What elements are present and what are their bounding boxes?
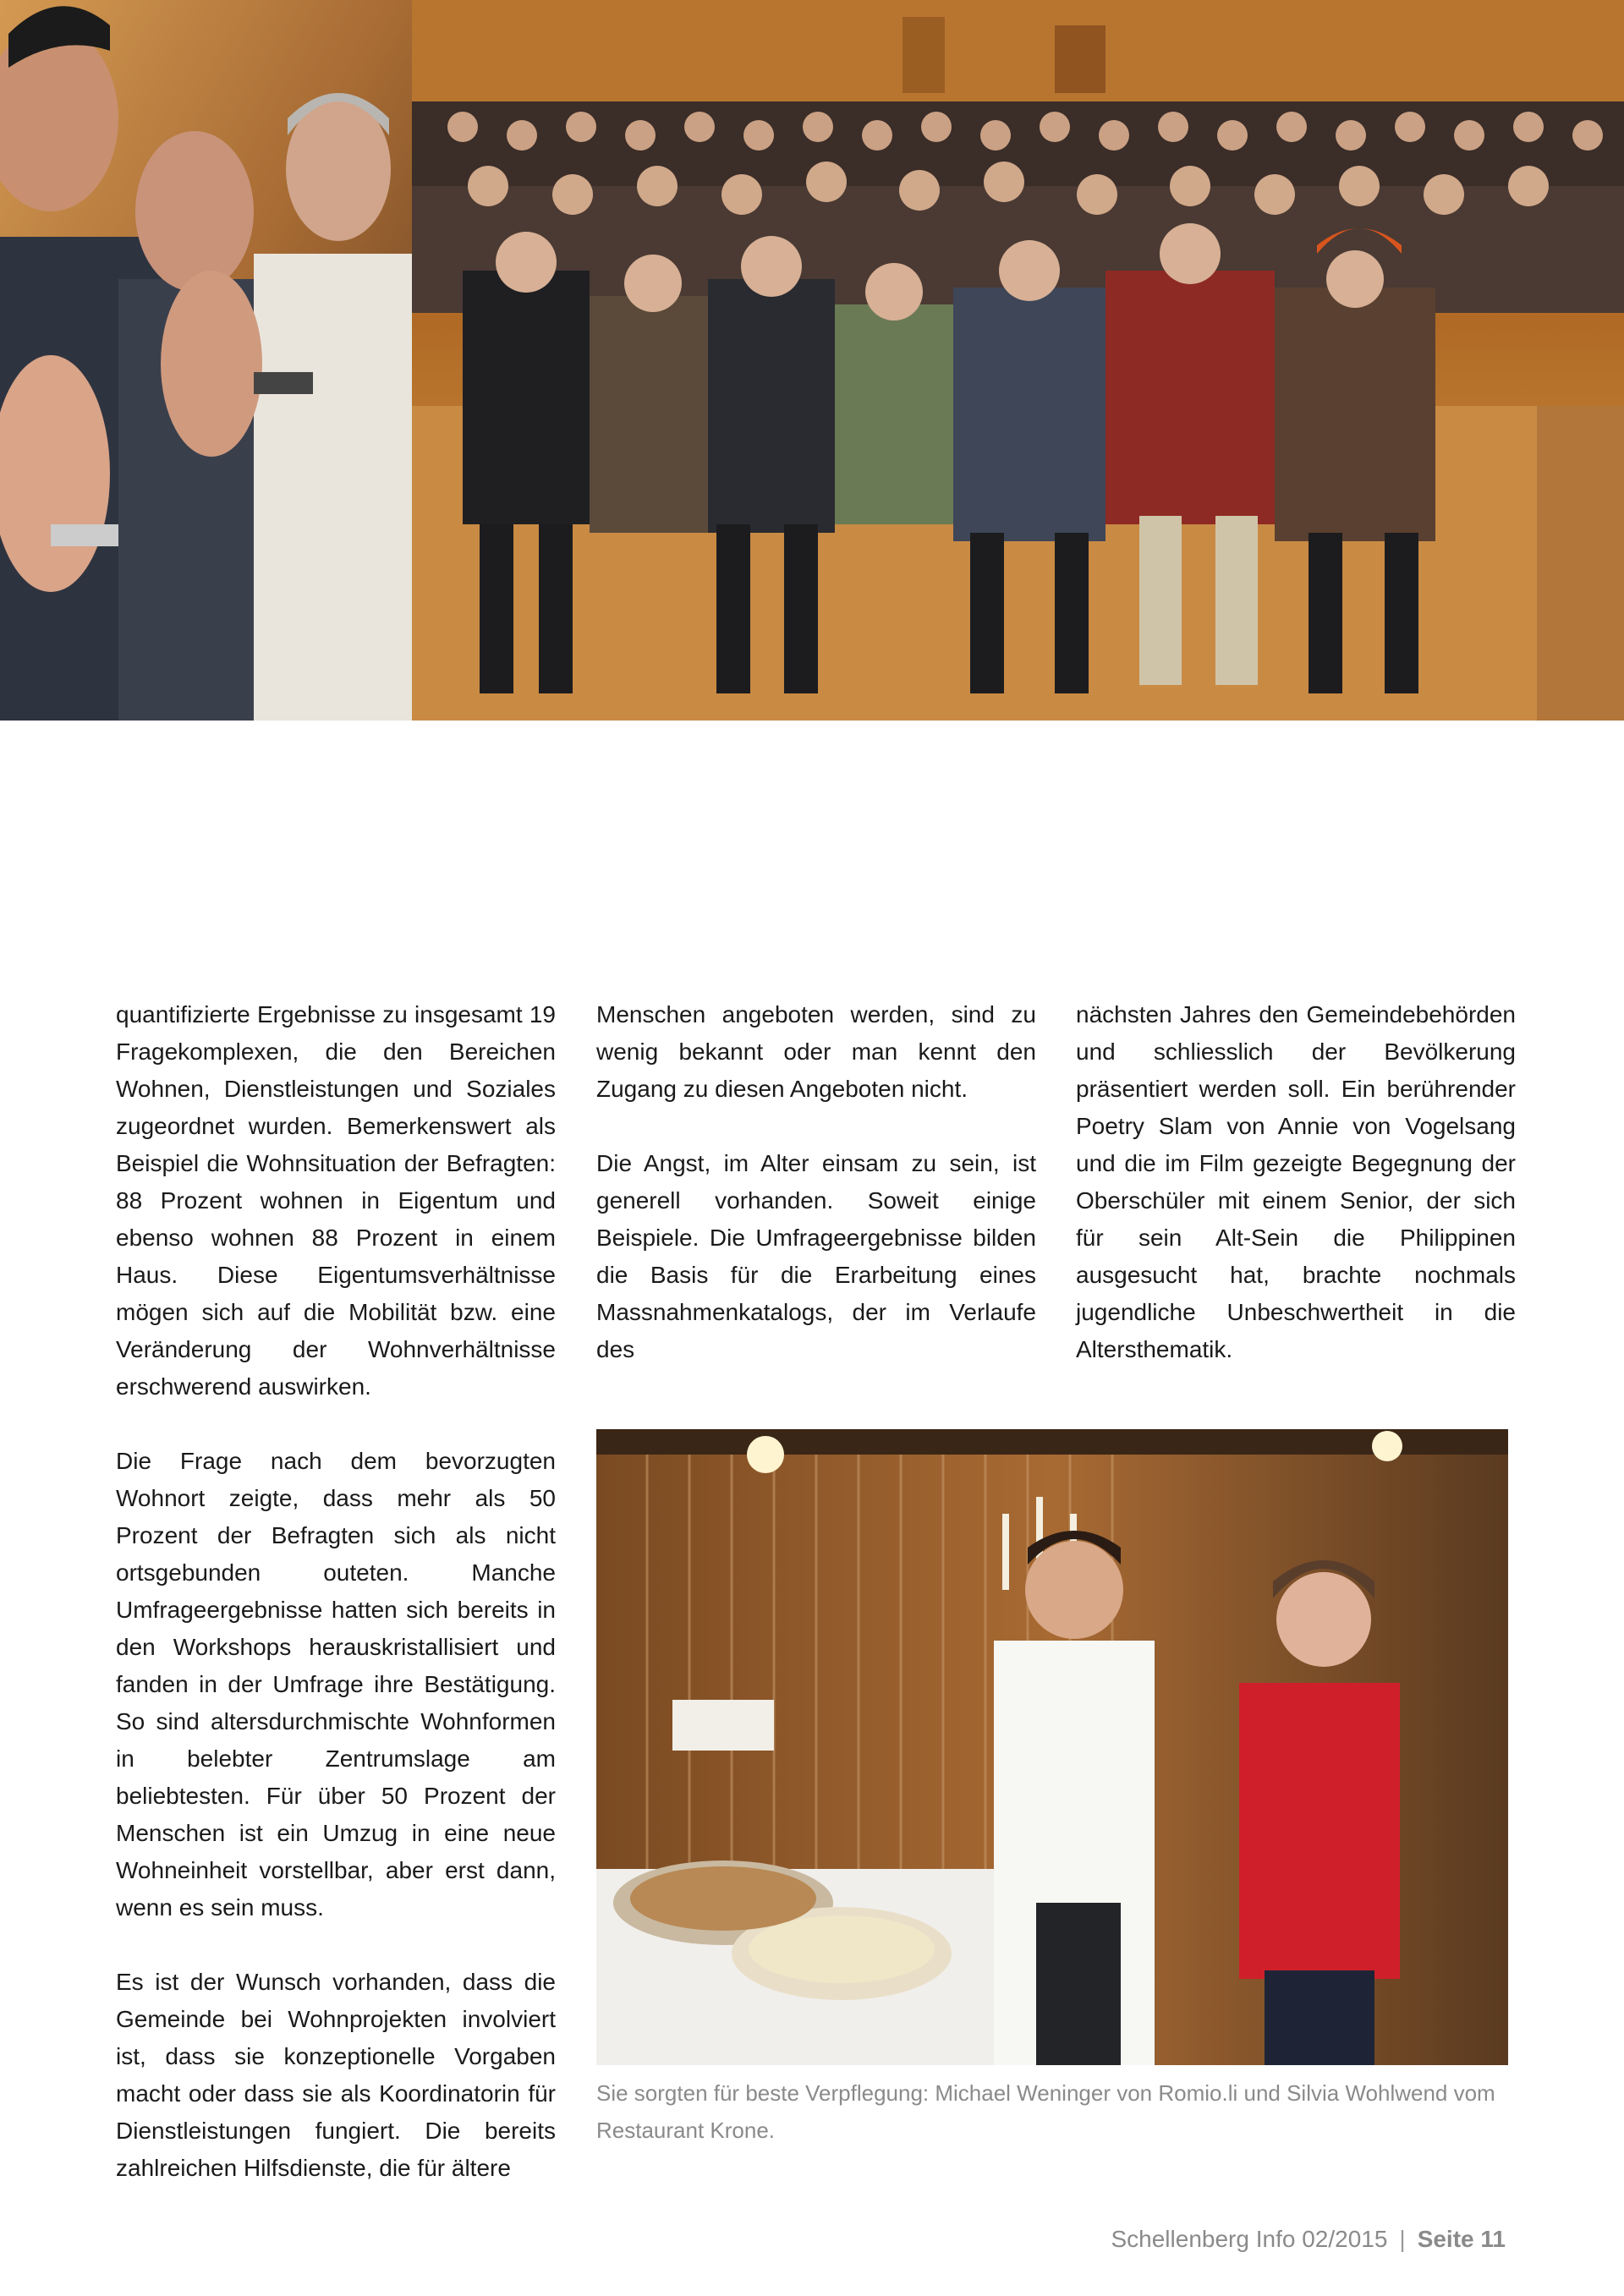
text-column-3 (1076, 996, 1516, 1368)
paragraph: Die Frage nach dem bevorzugten Wohnort zeigte, dass mehr als 50 Prozent der Befragten sich als nicht ortsgebunden outeten. Manche Umfrageergebnisse hatten sich bereits in den Workshops herauskristallisiert und fanden in der Umfrage ihre Bestätigung. So sind altersdurchmischte Wohnformen in belebter Zentrumslage am beliebtesten. Für über 50 Prozent der Menschen ist ein Umzug in eine neue Wohneinheit vorstellbar, aber erst dann, wenn es sein muss. (116, 1448, 556, 1921)
paragraph: Es ist der Wunsch vorhanden, dass die Gemeinde bei Wohnprojekten involviert ist, dass sie konzeptionelle Vorgaben macht oder dass sie als Koordinatorin für Dienstleistungen fungiert. Die bereits zahlreichen Hilfsdienste, die für ältere (116, 1969, 556, 2181)
photo-caption: Sie sorgten für beste Verpflegung: Michael Weninger von Romio.li und Silvia Wohlwend vom Restaurant Krone. (596, 2080, 1495, 2143)
publication-title: Schellenberg Info 02/2015 (1111, 2226, 1388, 2252)
paragraph: quantifizierte Ergebnisse zu insgesamt 19 Fragekomplexen, die den Bereichen Wohnen, Dienstleistungen und Soziales zugeordnet wurden. Bemerkenswert als Beispiel die Wohnsituation der Befragten: 88 Prozent wohnen in Eigentum und ebenso wohnen 88 Prozent in einem Haus. Diese Eigentumsverhältnisse mögen sich auf die Mobilität bzw. eine Veränderung der Wohnverhältnisse erschwerend auswirken. (116, 1001, 556, 1400)
text-column-1 (116, 996, 556, 2187)
paragraph: Die Angst, im Alter einsam zu sein, ist generell vorhanden. Soweit einige Beispiele. Die Umfrageergebnisse bilden die Basis für die Erarbeitung eines Massnahmenkatalogs, der im Verlaufe des (596, 1150, 1036, 1362)
page-footer (1111, 2226, 1506, 2253)
paragraph: nächsten Jahres den Gemeindebehörden und schliesslich der Bevölkerung präsentiert werden soll. Ein berührender Poetry Slam von Annie von Vogelsang und die im Film gezeigte Begegnung der Oberschüler mit einem Senior, der sich für sein Alt-Sein die Philippinen ausgesucht hat, brachte nochmals jugendliche Unbeschwertheit in die Altersthematik. (1076, 1001, 1516, 1362)
footer-separator: | (1399, 2226, 1406, 2252)
text-column-2 (596, 996, 1036, 1368)
paragraph: Menschen angeboten werden, sind zu wenig bekannt oder man kennt den Zugang zu diesen Angeboten nicht. (596, 1001, 1036, 1102)
photo-applauding-men (0, 0, 412, 721)
photo-audience-hall (412, 0, 1624, 721)
photo-catering-buffet (596, 1429, 1508, 2065)
page-number: Seite 11 (1417, 2226, 1506, 2252)
